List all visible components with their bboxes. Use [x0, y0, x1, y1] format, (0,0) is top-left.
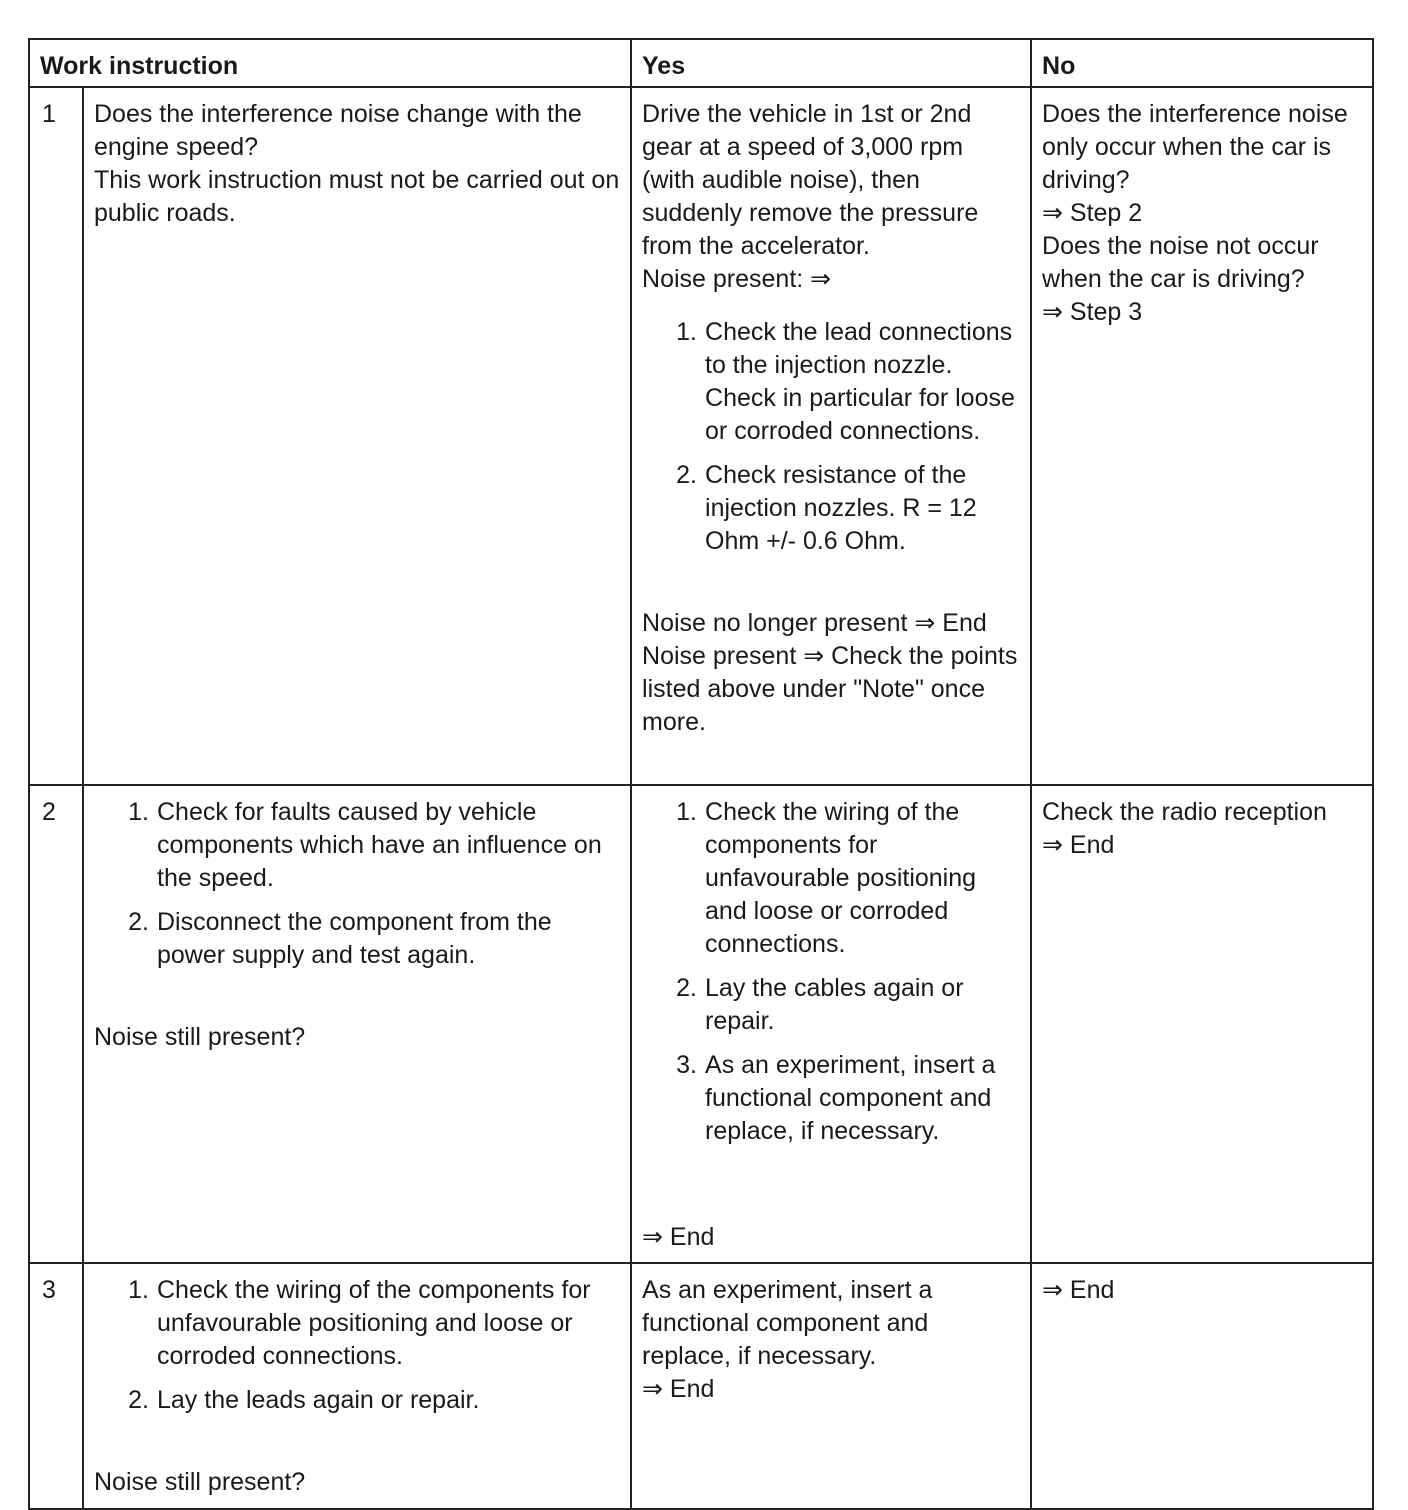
list-item-text: Check the lead connections to the injection nozzle. Check in particular for loose or corroded connections.: [705, 318, 1015, 445]
list-item-text: Lay the cables again or repair.: [705, 974, 964, 1035]
work-instruction-table: [28, 38, 1374, 1510]
list-item: [94, 906, 620, 972]
no-text: Check the radio reception: [1042, 798, 1327, 826]
list-item: [642, 316, 1020, 448]
list-item: [642, 972, 1020, 1038]
instruction-note: This work instruction must not be carried out on public roads.: [94, 166, 620, 227]
instruction-question: Does the interference noise change with the engine speed?: [94, 100, 582, 161]
no-cell: [1031, 1263, 1373, 1509]
list-item-number: 2.: [128, 1386, 149, 1414]
yes-cell: [631, 87, 1031, 785]
yes-result: ⇒ End: [642, 1223, 715, 1251]
list-item: [642, 459, 1020, 558]
list-item: [94, 1274, 620, 1373]
no-result: ⇒ End: [1042, 1276, 1115, 1304]
step-number: 2: [29, 785, 83, 1263]
list-item: [94, 1384, 620, 1417]
instruction-question: Noise still present?: [94, 1023, 306, 1051]
list-item: [642, 796, 1020, 961]
no-answer: ⇒ Step 3: [1042, 298, 1143, 326]
list-item-text: Check the wiring of the components for unfavourable positioning and loose or corroded connections.: [157, 1276, 591, 1370]
yes-cell: [631, 1263, 1031, 1509]
list-item-text: Check for faults caused by vehicle components which have an influence on the speed.: [157, 798, 602, 892]
list-item: [642, 1049, 1020, 1148]
no-answer: ⇒ Step 2: [1042, 199, 1143, 227]
yes-cell: [631, 785, 1031, 1263]
header-work-instruction: Work instruction: [29, 39, 631, 87]
list-item-text: Check resistance of the injection nozzles. R = 12 Ohm +/- 0.6 Ohm.: [705, 461, 977, 555]
instruction-cell: [83, 1263, 631, 1509]
instruction-question: Noise still present?: [94, 1468, 306, 1496]
list-item-number: 2.: [128, 908, 149, 936]
yes-result: Noise no longer present ⇒ End: [642, 609, 987, 637]
table-row: [29, 87, 1373, 785]
list-item-number: 1.: [676, 798, 698, 826]
list-item-number: 2.: [676, 974, 698, 1002]
list-item-number: 1.: [128, 798, 149, 826]
list-item-number: 3.: [676, 1051, 698, 1079]
yes-noise-present: Noise present: ⇒: [642, 265, 832, 293]
step-number: 1: [29, 87, 83, 785]
yes-result: ⇒ End: [642, 1375, 715, 1403]
header-row: [29, 39, 1373, 87]
yes-steps-list: [642, 796, 1020, 1148]
step-number: 3: [29, 1263, 83, 1509]
list-item-number: 1.: [676, 318, 698, 346]
header-yes: Yes: [631, 39, 1031, 87]
header-no: No: [1031, 39, 1373, 87]
no-result: ⇒ End: [1042, 831, 1115, 859]
no-cell: [1031, 785, 1373, 1263]
list-item-number: 1.: [128, 1276, 149, 1304]
yes-result: Noise present ⇒ Check the points listed above under "Note" once more.: [642, 642, 1018, 736]
no-question: Does the interference noise only occur when the car is driving?: [1042, 100, 1348, 194]
yes-steps-list: [642, 316, 1020, 558]
list-item-text: Check the wiring of the components for unfavourable positioning and loose or corroded connections.: [705, 798, 977, 958]
no-question: Does the noise not occur when the car is driving?: [1042, 232, 1319, 293]
list-item: [94, 796, 620, 895]
table-row: [29, 785, 1373, 1263]
list-item-text: As an experiment, insert a functional component and replace, if necessary.: [705, 1051, 996, 1145]
list-item-text: Lay the leads again or repair.: [157, 1386, 480, 1414]
table-row: [29, 1263, 1373, 1509]
instruction-steps-list: [94, 1274, 620, 1417]
yes-text: As an experiment, insert a functional component and replace, if necessary.: [642, 1276, 933, 1370]
list-item-text: Disconnect the component from the power supply and test again.: [157, 908, 552, 969]
instruction-steps-list: [94, 796, 620, 972]
no-cell: [1031, 87, 1373, 785]
yes-intro: Drive the vehicle in 1st or 2nd gear at a speed of 3,000 rpm (with audible noise), then suddenly remove the pressure from the accelerator.: [642, 100, 979, 260]
list-item-number: 2.: [676, 461, 698, 489]
instruction-cell: [83, 87, 631, 785]
instruction-cell: [83, 785, 631, 1263]
